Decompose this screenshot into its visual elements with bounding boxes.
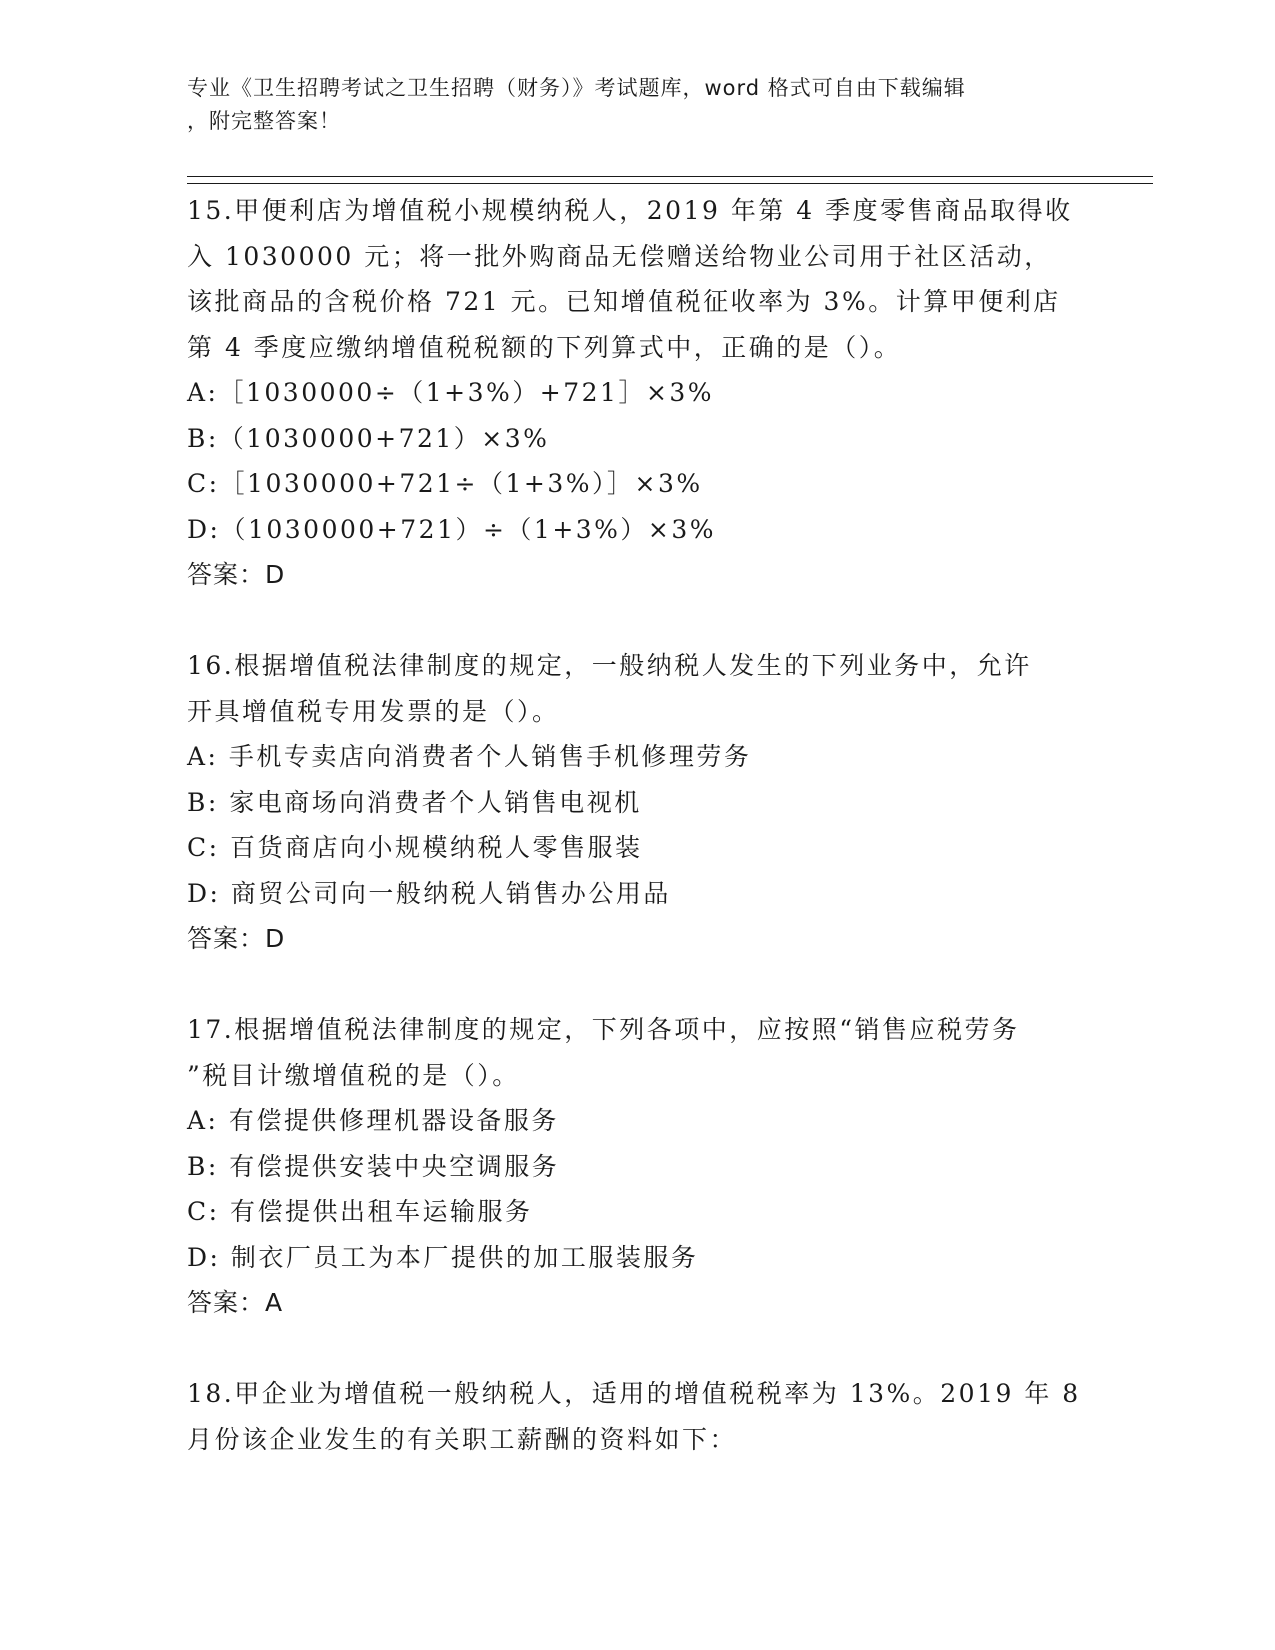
option-c: C:［1030000+721÷（1+3%）］×3% [187,469,703,498]
stem-line: 18.甲企业为增值税一般纳税人，适用的增值税税率为 13%。2019 年 8 [187,1379,1081,1408]
stem-line: 月份该企业发生的有关职工薪酬的资料如下： [187,1424,738,1454]
option-a: A:［1030000÷（1+3%）+721］×3% [187,378,715,407]
option-a: A: 手机专卖店向消费者个人销售手机修理劳务 [187,742,752,771]
option-c: C: 百货商店向小规模纳税人零售服装 [187,833,643,862]
stem-line: 17.根据增值税法律制度的规定，下列各项中，应按照“销售应税劳务 [187,1015,1020,1044]
question-gap [187,1326,1087,1372]
option-a: A: 有偿提供修理机器设备服务 [187,1106,559,1135]
option-d: D: 制衣厂员工为本厂提供的加工服装服务 [187,1242,699,1272]
header-rule-top [187,176,1153,177]
stem-line: 15.甲便利店为增值税小规模纳税人，2019 年第 4 季度零售商品取得收 [187,196,1073,225]
header-rule-bottom [187,183,1153,184]
stem-line: 入 1030000 元；将一批外购商品无偿赠送给物业公司用于社区活动， [187,241,1052,271]
question-stem [187,643,1087,734]
question-16 [187,643,1087,962]
question-stem [187,1007,1087,1098]
option-d: D:（1030000+721）÷（1+3%）×3% [187,514,717,544]
question-18 [187,1371,1087,1462]
stem-line: 16.根据增值税法律制度的规定，一般纳税人发生的下列业务中，允许 [187,651,1032,680]
stem-line: ”税目计缴增值税的是（）。 [187,1060,520,1090]
stem-line: 该批商品的含税价格 721 元。已知增值税征收率为 3%。计算甲便利店 [187,287,1061,316]
header-line-2: ，附完整答案！ [187,109,341,133]
option-c: C: 有偿提供出租车运输服务 [187,1197,533,1226]
document-header [187,72,1077,138]
question-15 [187,188,1087,598]
question-17 [187,1007,1087,1326]
question-gap [187,598,1087,644]
stem-line: 第 4 季度应缴纳增值税税额的下列算式中，正确的是（）。 [187,332,902,362]
question-gap [187,962,1087,1008]
answer-line: 答案：D [187,924,286,953]
question-stem [187,188,1087,370]
question-list [187,188,1087,1462]
answer-line: 答案：A [187,1288,284,1317]
option-b: B: 家电商场向消费者个人销售电视机 [187,787,642,817]
header-line-1: 专业《卫生招聘考试之卫生招聘（财务）》考试题库，word 格式可自由下载编辑 [187,76,966,100]
stem-line: 开具增值税专用发票的是（）。 [187,696,560,726]
answer-line: 答案：D [187,560,286,589]
option-b: B: 有偿提供安装中央空调服务 [187,1151,560,1181]
option-b: B:（1030000+721）×3% [187,423,550,453]
question-stem [187,1371,1087,1462]
option-d: D: 商贸公司向一般纳税人销售办公用品 [187,878,671,908]
